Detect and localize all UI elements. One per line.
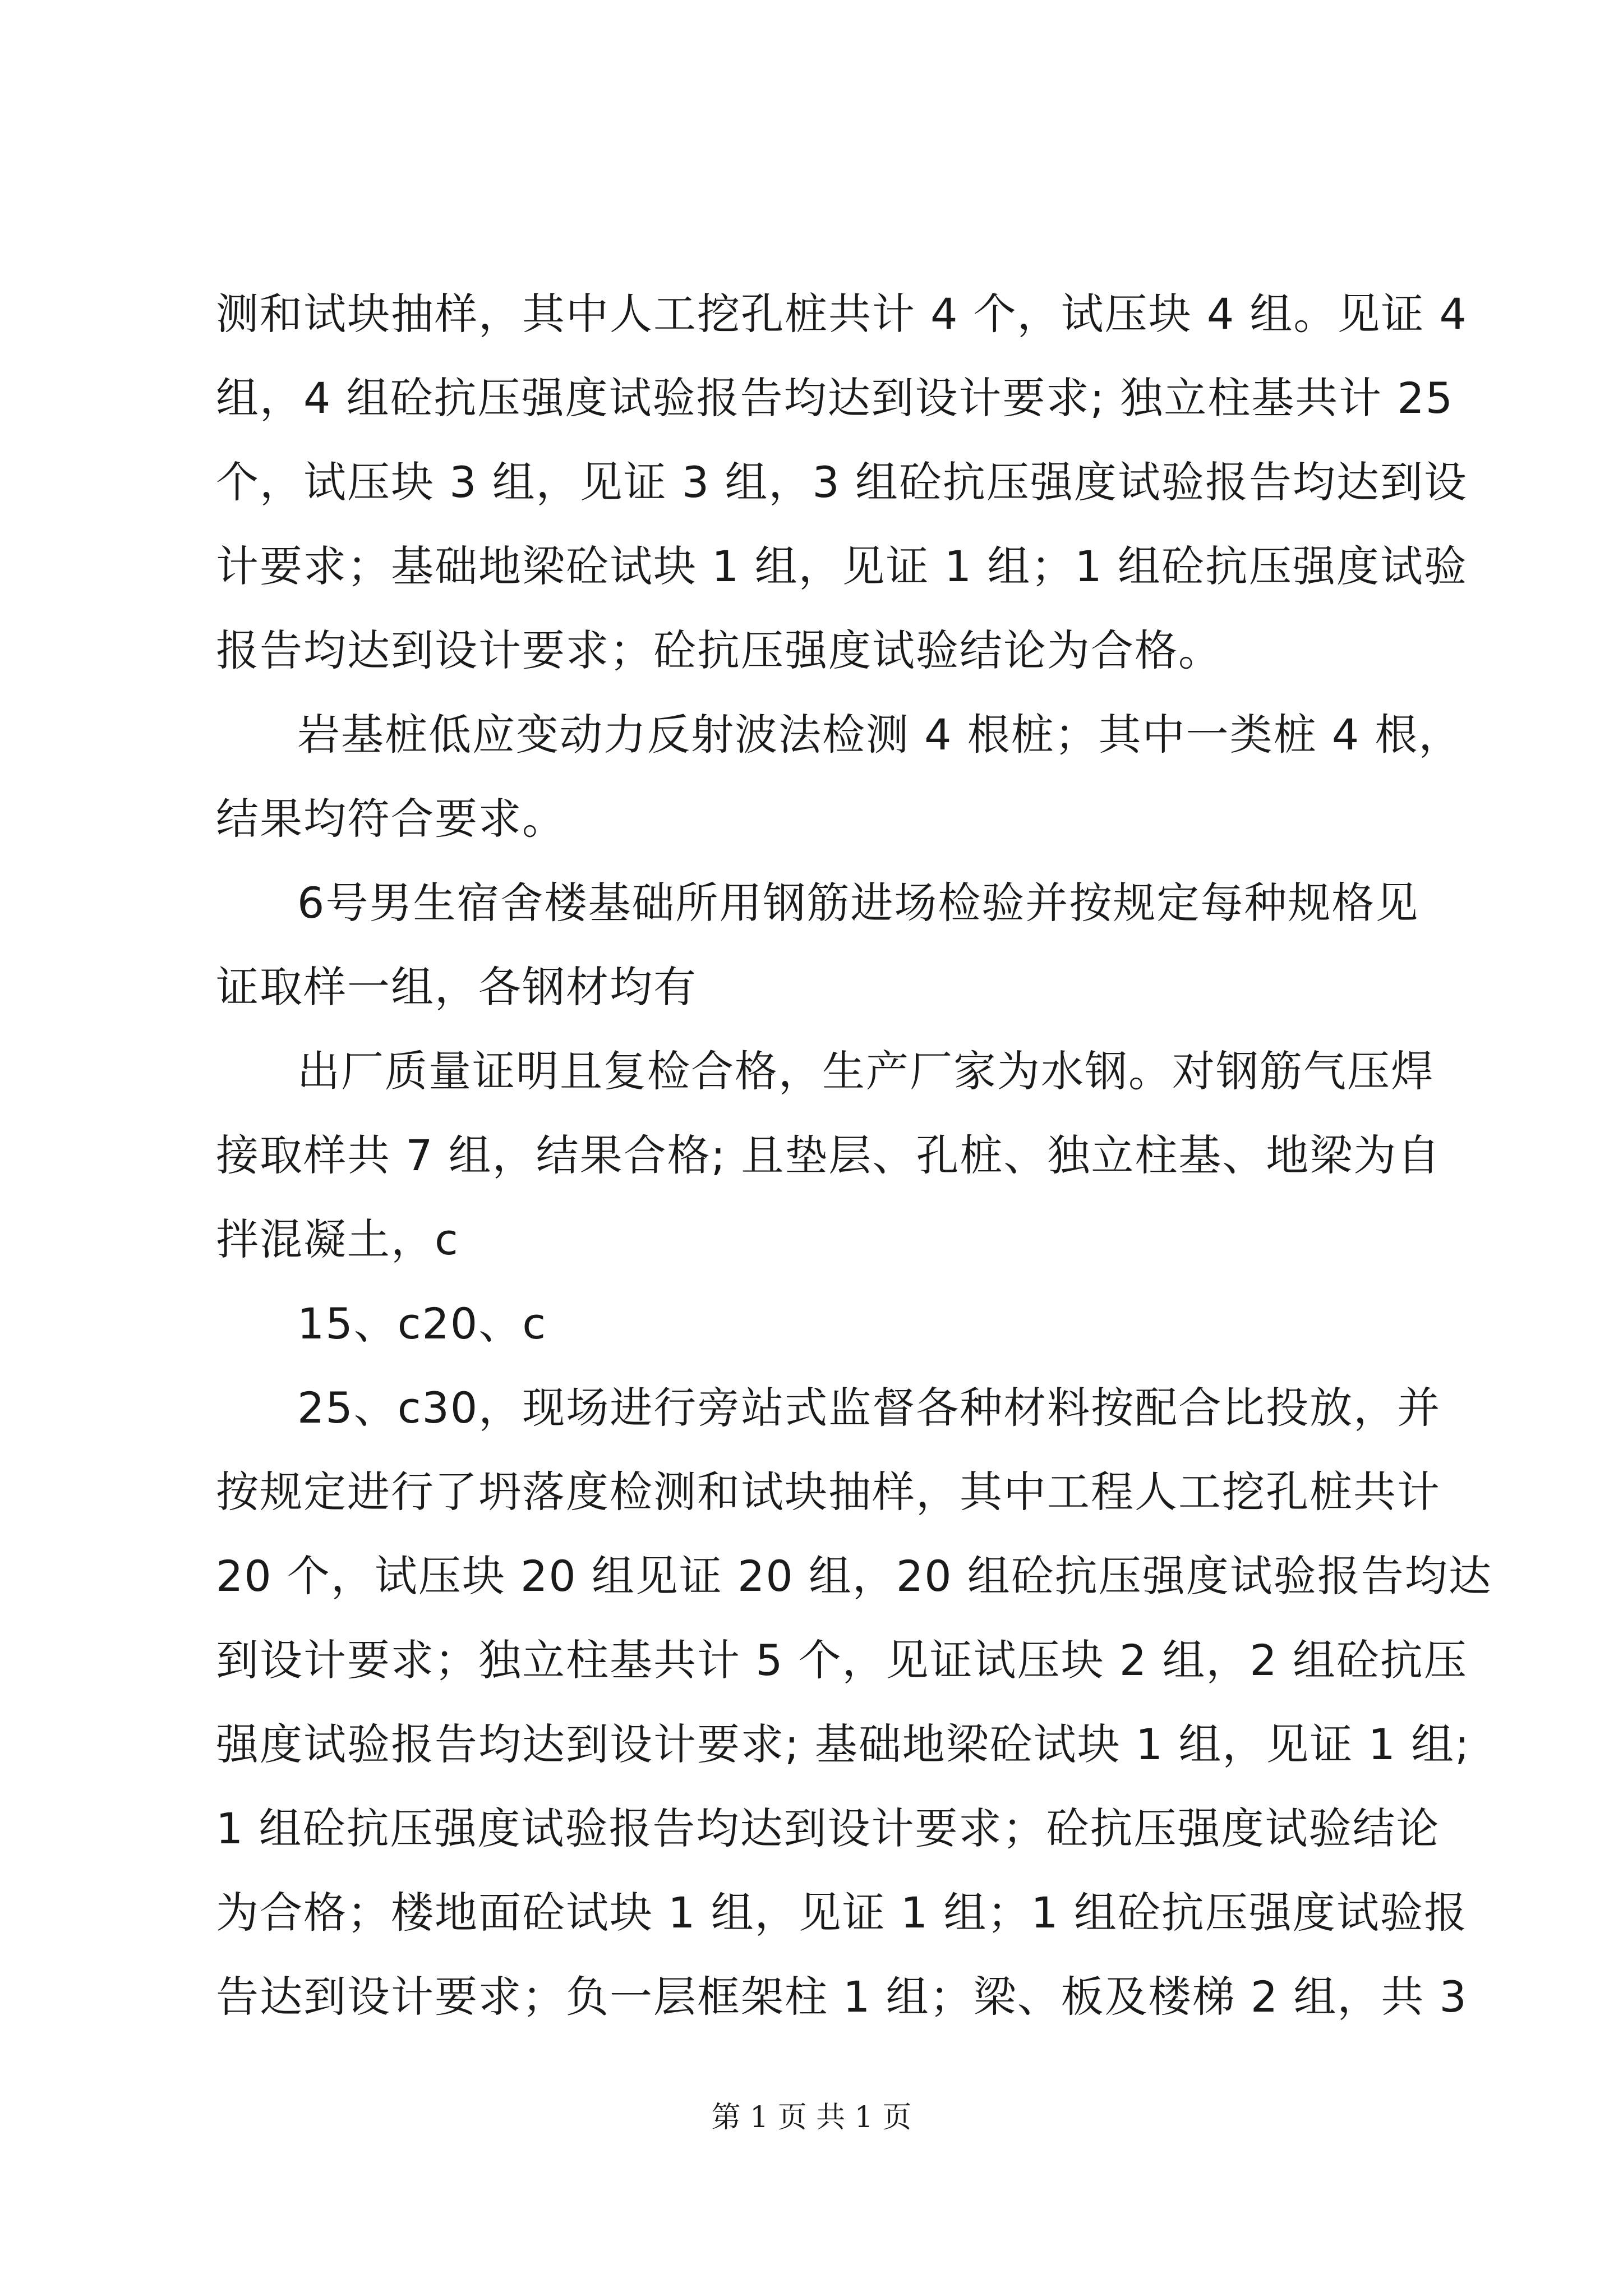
body-text-line: 按规定进行了坍落度检测和试块抽样，其中工程人工挖孔桩共计 [216, 1467, 1441, 1517]
body-text-line: 证取样一组，各钢材均有 [216, 962, 697, 1012]
body-text-line: 25、c30，现场进行旁站式监督各种材料按配合比投放，并 [297, 1383, 1441, 1433]
body-text-line: 为合格；楼地面砼试块 1 组，见证 1 组；1 组砼抗压强度试验报 [216, 1888, 1468, 1938]
body-text-line: 1 组砼抗压强度试验报告均达到设计要求；砼抗压强度试验结论 [216, 1803, 1440, 1853]
body-text-line: 拌混凝土，c [216, 1214, 459, 1264]
body-text-line: 岩基桩低应变动力反射波法检测 4 根桩；其中一类桩 4 根， [297, 710, 1463, 760]
body-text-line: 6号男生宿舍楼基础所用钢筋进场检验并按规定每种规格见 [297, 878, 1419, 928]
body-text-line: 15、c20、c [297, 1299, 547, 1349]
body-text-line: 结果均符合要求。 [216, 794, 566, 844]
body-text-line: 20 个，试压块 20 组见证 20 组，20 组砼抗压强度试验报告均达 [216, 1551, 1492, 1601]
body-text-line: 测和试块抽样，其中人工挖孔桩共计 4 个，试压块 4 组。见证 4 [216, 289, 1468, 339]
body-text-line: 到设计要求；独立柱基共计 5 个，见证试压块 2 组，2 组砼抗压 [216, 1635, 1468, 1685]
body-text-line: 报告均达到设计要求；砼抗压强度试验结论为合格。 [216, 625, 1222, 675]
body-text-line: 计要求；基础地梁砼试块 1 组，见证 1 组；1 组砼抗压强度试验 [216, 541, 1468, 591]
body-text-line: 接取样共 7 组，结果合格; 且垫层、孔桩、独立柱基、地梁为自 [216, 1130, 1441, 1180]
body-text-line: 强度试验报告均达到设计要求; 基础地梁砼试块 1 组，见证 1 组; [216, 1719, 1470, 1769]
body-text-line: 告达到设计要求；负一层框架柱 1 组；梁、板及楼梯 2 组，共 3 [216, 1972, 1468, 2022]
body-text-line: 组，4 组砼抗压强度试验报告均达到设计要求; 独立柱基共计 25 [216, 373, 1454, 423]
body-text-line: 个，试压块 3 组，见证 3 组，3 组砼抗压强度试验报告均达到设 [216, 457, 1468, 507]
page-number-footer: 第 1 页 共 1 页 [711, 2101, 912, 2134]
body-text-line: 出厂质量证明且复检合格，生产厂家为水钢。对钢筋气压焊 [297, 1046, 1435, 1096]
